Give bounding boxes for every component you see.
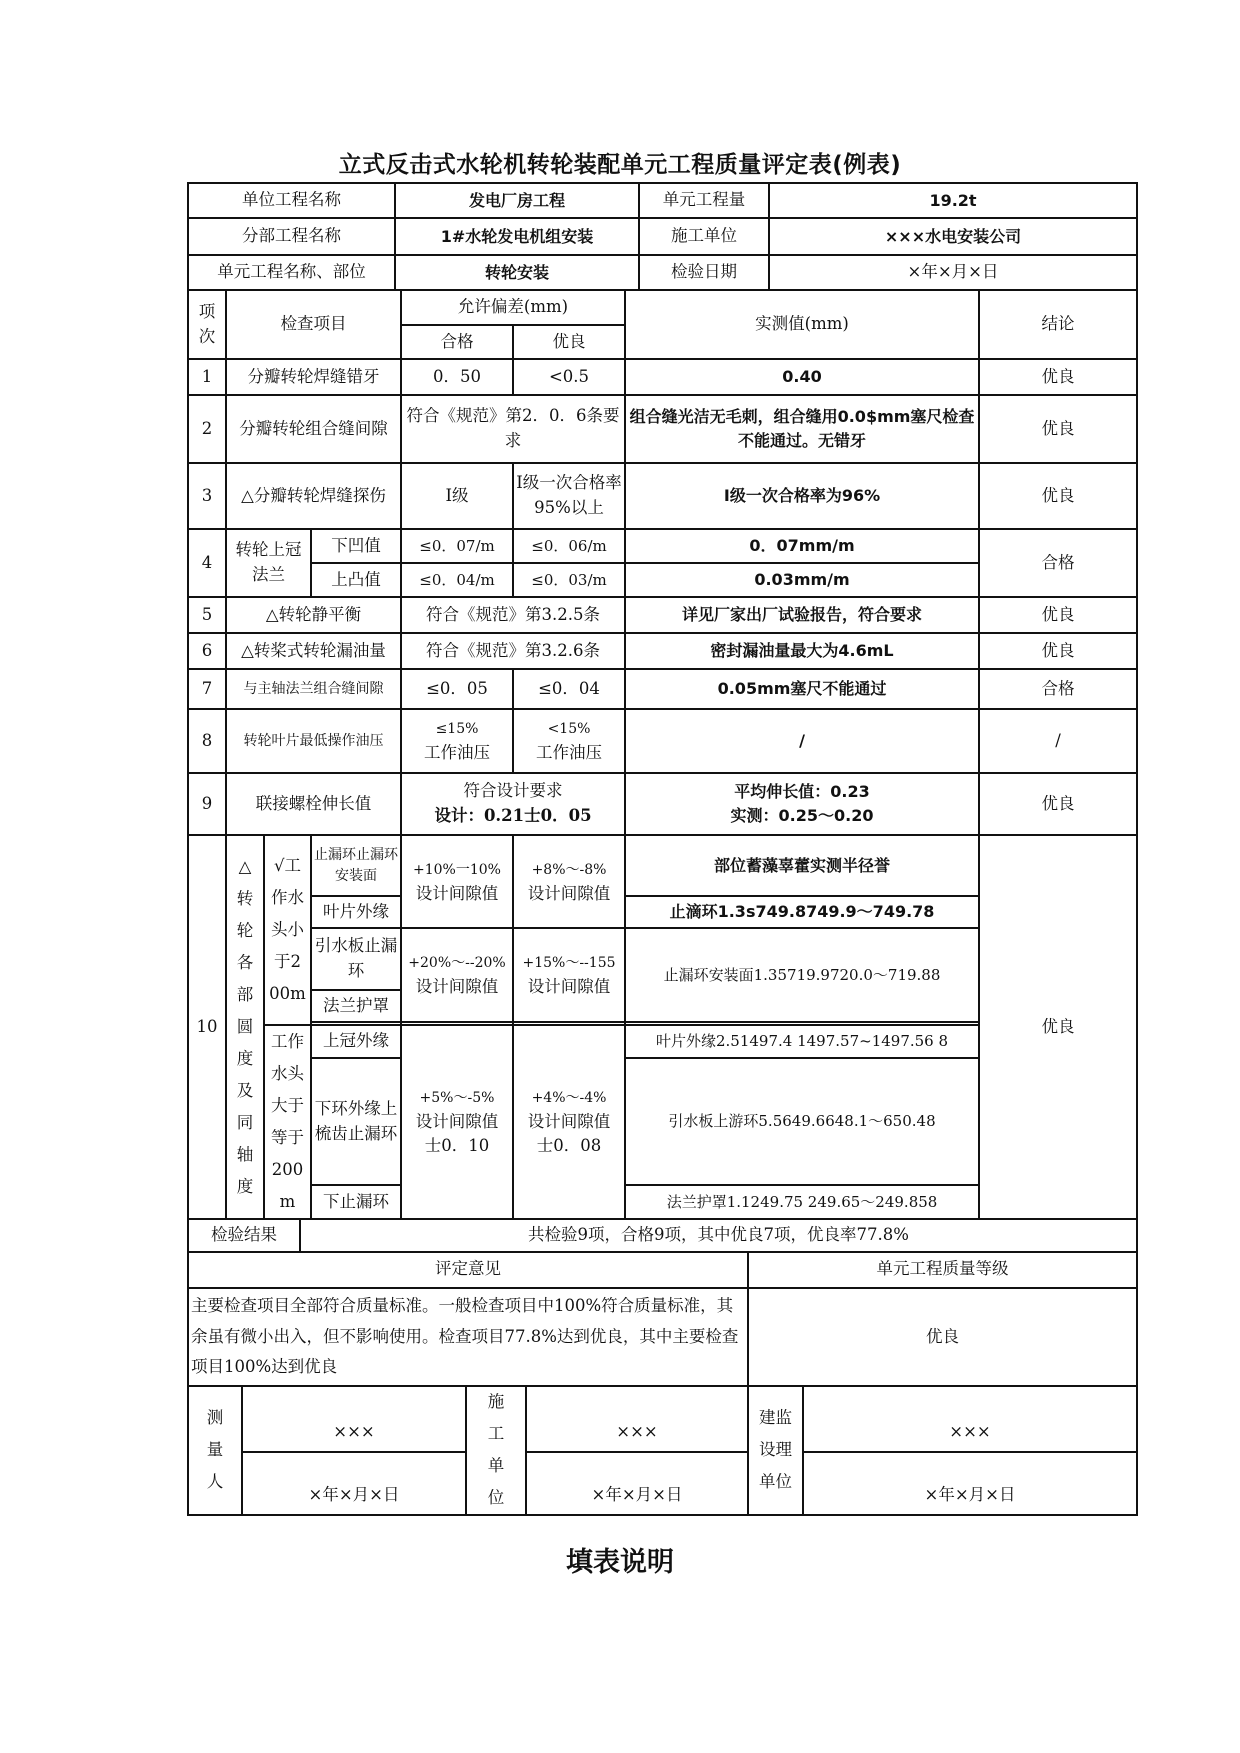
row-tolerance: 符合《规范》第3.2.6条 <box>401 633 625 669</box>
row-conclusion: 合格 <box>979 529 1137 597</box>
excellent-line-1: +4%～-4% <box>531 1089 607 1106</box>
table-row <box>188 395 1137 463</box>
row-excellent <box>513 1025 625 1219</box>
row-measured: 叶片外缘2.51497.4 1497.57~1497.56 8 <box>625 1025 979 1058</box>
excellent-line-2: 设计间隙值 <box>527 1111 611 1131</box>
sub-project-label: 分部工程名称 <box>188 218 395 255</box>
row-measured: 止滴环1.3s749.8749.9～749.78 <box>625 896 979 928</box>
col-tolerance: 允许偏差(mm) <box>401 291 625 325</box>
row-no: 9 <box>188 773 226 835</box>
row-qualified <box>401 709 513 773</box>
row-subitem: 下凹值 <box>311 529 401 563</box>
row-conclusion: 合格 <box>979 669 1137 709</box>
row-measured: 0.40 <box>625 359 979 395</box>
row-no: 8 <box>188 709 226 773</box>
row-no: 5 <box>188 597 226 633</box>
grade-value: 优良 <box>748 1288 1137 1386</box>
surveyor-label: 测量人 <box>188 1386 242 1515</box>
col-item-no: 项次 <box>188 291 226 359</box>
head-low-label: √工作水头小于200m <box>264 835 311 1025</box>
row-conclusion: 优良 <box>979 633 1137 669</box>
excellent-line-2: 工作油压 <box>536 743 602 762</box>
supervisor-label: 建监设理单位 <box>748 1386 803 1515</box>
tolerance-line-1: 符合设计要求 <box>463 781 563 801</box>
col-qualified: 合格 <box>401 325 513 359</box>
row-item: △转轮各部圆度及同轴度 <box>226 835 264 1219</box>
row-measured: 0．07mm/m <box>625 529 979 563</box>
row-conclusion: 优良 <box>979 773 1137 835</box>
element-value: 转轮安装 <box>395 255 639 290</box>
surveyor-name: ××× <box>242 1386 466 1452</box>
row-item: 与主轴法兰组合缝间隙 <box>226 669 401 709</box>
col-conclusion: 结论 <box>979 291 1137 359</box>
qualified-line-2: 设计间隙值 <box>415 883 499 903</box>
unit-project-value: 发电厂房工程 <box>395 183 639 218</box>
unit-qty-value: 19.2t <box>769 183 1137 218</box>
row-measured: 法兰护罩1.1249.75 249.65～249.858 <box>625 1185 979 1219</box>
row-no: 4 <box>188 529 226 597</box>
supervisor-name: ××× <box>803 1386 1137 1452</box>
row-no: 10 <box>188 835 226 1219</box>
part-label: 引水板止漏环 <box>311 928 401 990</box>
row-excellent: I级一次合格率95%以上 <box>513 463 625 529</box>
unit-project-label: 单位工程名称 <box>188 183 395 218</box>
table-row <box>188 463 1137 529</box>
row-item: △分瓣转轮焊缝探伤 <box>226 463 401 529</box>
row-conclusion: 优良 <box>979 835 1137 1219</box>
qualified-line-2: 设计间隙值 <box>415 1111 499 1131</box>
excellent-line-3: 士0．08 <box>536 1136 602 1156</box>
col-check-item: 检查项目 <box>226 291 401 359</box>
row-qualified: I级 <box>401 463 513 529</box>
row-subitem: 上凸值 <box>311 563 401 597</box>
row-measured: 组合缝光洁无毛刺，组合缝用0.0$mm塞尺检查不能通过。无错牙 <box>625 395 979 463</box>
date-label: 检验日期 <box>639 255 769 290</box>
row-item: 分瓣转轮焊缝错牙 <box>226 359 401 395</box>
row-conclusion: 优良 <box>979 395 1137 463</box>
measured-line-2: 实测：0.25～0.20 <box>730 806 874 825</box>
qualified-line-2: 设计间隙值 <box>415 977 499 996</box>
header-table <box>187 182 1138 291</box>
row-measured: / <box>625 709 979 773</box>
row-conclusion: 优良 <box>979 463 1137 529</box>
opinion-label: 评定意见 <box>188 1252 748 1288</box>
row-excellent <box>513 709 625 773</box>
row-qualified: ≤0．04/m <box>401 563 513 597</box>
page-title: 立式反击式水轮机转轮装配单元工程质量评定表(例表) <box>338 152 902 178</box>
date-value: ×年×月×日 <box>769 255 1137 290</box>
part-label: 叶片外缘 <box>311 896 401 928</box>
qualified-line-1: +5%～-5% <box>419 1089 495 1106</box>
constructor-sign-date: ×年×月×日 <box>526 1452 748 1515</box>
row-qualified: ≤0．05 <box>401 669 513 709</box>
row-conclusion: 优良 <box>979 597 1137 633</box>
excellent-line-2: 设计间隙值 <box>527 977 611 996</box>
row-excellent: ≤0．04 <box>513 669 625 709</box>
row-measured: 0.03mm/m <box>625 563 979 597</box>
row-conclusion: / <box>979 709 1137 773</box>
qualified-line-3: 士0．10 <box>424 1136 490 1156</box>
row-qualified <box>401 1025 513 1219</box>
row-measured: 详见厂家出厂试验报告，符合要求 <box>625 597 979 633</box>
excellent-line-1: <15% <box>547 721 591 738</box>
row-qualified: 0．50 <box>401 359 513 395</box>
part-label: 下止漏环 <box>311 1185 401 1219</box>
table-row <box>188 835 1137 896</box>
table-row <box>188 597 1137 633</box>
row-tolerance: 符合《规范》第3.2.5条 <box>401 597 625 633</box>
table-row <box>188 359 1137 395</box>
qualified-line-1: +20%～--20% <box>408 955 506 972</box>
supervisor-date: ×年×月×日 <box>803 1452 1137 1515</box>
row-measured: 0.05mm塞尺不能通过 <box>625 669 979 709</box>
head-high-label: 工作水头大于等于200m <box>264 1025 311 1219</box>
row-item: 分瓣转轮组合缝间隙 <box>226 395 401 463</box>
row-measured: I级一次合格率为96% <box>625 463 979 529</box>
row-item: 联接螺栓伸长值 <box>226 773 401 835</box>
row-no: 1 <box>188 359 226 395</box>
signature-table <box>187 1386 1138 1516</box>
table-row <box>188 709 1137 773</box>
row-tolerance <box>401 773 625 835</box>
table-row <box>188 669 1137 709</box>
row-item: △转桨式转轮漏油量 <box>226 633 401 669</box>
grade-label: 单元工程质量等级 <box>748 1252 1137 1288</box>
constructor-value: ×××水电安装公司 <box>769 218 1137 255</box>
row-qualified <box>401 928 513 1022</box>
table-row <box>188 529 1137 563</box>
row-measured: 密封漏油量最大为4.6mL <box>625 633 979 669</box>
row-qualified <box>401 835 513 928</box>
row-measured: 部位蓄藻辜藿实测半径誉 <box>625 835 979 896</box>
inspection-table <box>187 291 1138 1220</box>
result-label: 检验结果 <box>188 1220 300 1252</box>
row-qualified: ≤0．07/m <box>401 529 513 563</box>
row-item: 转轮上冠法兰 <box>226 529 311 597</box>
col-measured: 实测值(mm) <box>625 291 979 359</box>
excellent-line-1: +8%～-8% <box>531 861 607 878</box>
footer-title: 填表说明 <box>566 1547 674 1578</box>
qualified-line-1: ≤15% <box>435 721 479 738</box>
row-excellent: ≤0．03/m <box>513 563 625 597</box>
opinion-text: 主要检查项目全部符合质量标准。一般检查项目中100%符合质量标准，其余虽有微小出入，但不影响使用。检查项目77.8%达到优良，其中主要检查项目100%达到优良 <box>188 1288 748 1386</box>
row-no: 7 <box>188 669 226 709</box>
row-conclusion: 优良 <box>979 359 1137 395</box>
constructor-sign-name: ××× <box>526 1386 748 1452</box>
table-row <box>188 633 1137 669</box>
row-item: △转轮静平衡 <box>226 597 401 633</box>
qualified-line-2: 工作油压 <box>424 743 490 762</box>
constructor-label: 施工单位 <box>639 218 769 255</box>
row-no: 2 <box>188 395 226 463</box>
unit-qty-label: 单元工程量 <box>639 183 769 218</box>
measured-line-1: 平均伸长值：0.23 <box>734 782 870 801</box>
row-measured <box>625 773 979 835</box>
sub-project-value: 1#水轮发电机组安装 <box>395 218 639 255</box>
row-excellent: ≤0．06/m <box>513 529 625 563</box>
row-measured: 止漏环安装面1.35719.9720.0～719.88 <box>625 928 979 1022</box>
part-label: 法兰护罩 <box>311 990 401 1022</box>
row-item: 转轮叶片最低操作油压 <box>226 709 401 773</box>
row-no: 6 <box>188 633 226 669</box>
result-table <box>187 1220 1138 1253</box>
row-no: 3 <box>188 463 226 529</box>
row-excellent <box>513 928 625 1022</box>
table-row <box>188 773 1137 835</box>
row-measured: 引水板上游环5.5649.6648.1～650.48 <box>625 1058 979 1185</box>
surveyor-date: ×年×月×日 <box>242 1452 466 1515</box>
qualified-line-1: +10%一10% <box>413 861 501 878</box>
part-label: 上冠外缘 <box>311 1025 401 1058</box>
result-value: 共检验9项，合格9项，其中优良7项，优良率77.8% <box>300 1220 1137 1252</box>
element-label: 单元工程名称、部位 <box>188 255 395 290</box>
excellent-line-1: +15%～--155 <box>522 955 616 972</box>
part-label: 下环外缘上梳齿止漏环 <box>311 1058 401 1185</box>
row-tolerance: 符合《规范》第2．0．6条要求 <box>401 395 625 463</box>
opinion-table <box>187 1252 1138 1387</box>
part-label: 止漏环止漏环安装面 <box>311 835 401 896</box>
tolerance-line-2: 设计：0.21士0．05 <box>434 806 592 825</box>
col-excellent: 优良 <box>513 325 625 359</box>
excellent-line-2: 设计间隙值 <box>527 883 611 903</box>
constructor-sign-label: 施工单位 <box>466 1386 526 1515</box>
row-excellent: <0.5 <box>513 359 625 395</box>
row-excellent <box>513 835 625 928</box>
